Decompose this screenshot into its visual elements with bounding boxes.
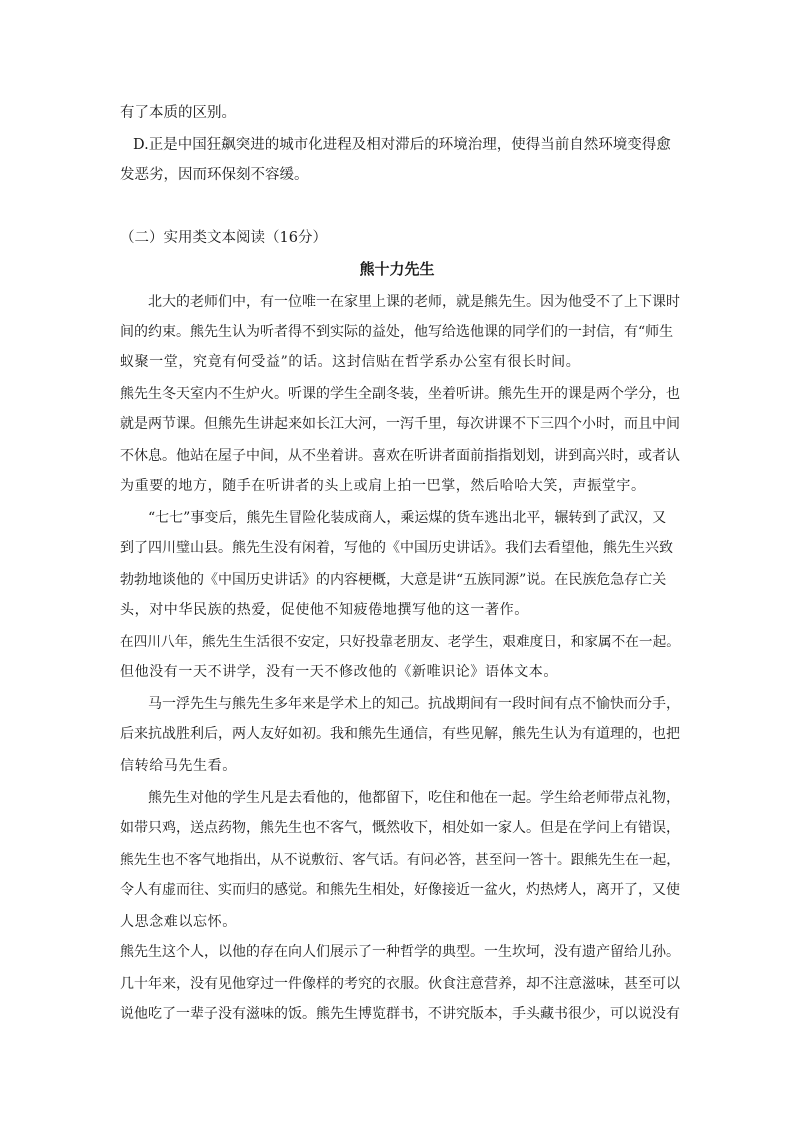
- text-line: 有了本质的区别。: [120, 105, 236, 121]
- paragraph-line: 令人有虚而往、实而归的感觉。和熊先生相处，好像接近一盆火，灼热烤人，离开了，又使: [120, 882, 680, 898]
- article-title: 熊十力先生: [359, 260, 435, 278]
- paragraph-line: 马一浮先生与熊先生多年来是学术上的知己。抗战期间有一段时间有点不愉快而分手，: [148, 696, 680, 712]
- section-heading: （二）实用类文本阅读（16分）: [120, 230, 327, 246]
- paragraph-line: 熊先生也不客气地指出，从不说敷衍、客气话。有问必答，甚至问一答十。跟熊先生在一起，: [120, 852, 680, 868]
- paragraph-line: 但他没有一天不讲学，没有一天不修改他的《新唯识论》语体文本。: [120, 664, 558, 680]
- paragraph-line: 后来抗战胜利后，两人友好如初。我和熊先生通信，有些见解，熊先生认为有道理的，也把: [120, 726, 680, 742]
- paragraph-line: 人思念难以忘怀。: [120, 914, 237, 930]
- option-d-line: D.正是中国狂飙突进的城市化进程及相对滞后的环境治理，使得当前自然环境变得愈: [133, 137, 671, 153]
- paragraph-line: 为重要的地方，随手在听讲者的头上或肩上拍一巴掌，然后哈哈大笑，声振堂宇。: [120, 478, 646, 494]
- text-line: 发恶劣，因而环保刻不容缓。: [120, 167, 309, 183]
- paragraph-line: 熊先生对他的学生凡是去看他的，他都留下，吃住和他在一起。学生给老师带点礼物，: [148, 790, 680, 806]
- paragraph-line: 北大的老师们中，有一位唯一在家里上课的老师，就是熊先生。因为他受不了上下课时: [148, 294, 680, 310]
- paragraph-line: 蚁聚一堂，究竟有何受益”的话。这封信贴在哲学系办公室有很长时间。: [120, 354, 581, 370]
- paragraph-line: 几十年来，没有见他穿过一件像样的考究的衣服。伙食注意营养，却不注意滋味，甚至可以: [120, 976, 680, 992]
- paragraph-line: 如带只鸡，送点药物，熊先生也不客气，慨然收下，相处如一家人。但是在学问上有错误，: [120, 820, 680, 836]
- paragraph-line: 不休息。他站在屋子中间，从不坐着讲。喜欢在听讲者面前指指划划，讲到高兴时，或者认: [120, 448, 680, 464]
- paragraph-line: “七七”事变后，熊先生冒险化装成商人，乘运煤的货车逃出北平，辗转到了武汉，又: [148, 510, 667, 526]
- paragraph-line: 在四川八年，熊先生生活很不安定，只好投靠老朋友、老学生，艰难度日，和家属不在一起。: [120, 634, 680, 650]
- paragraph-line: 就是两节课。但熊先生讲起来如长江大河，一泻千里，每次讲课不下三四个小时，而且中间: [120, 416, 680, 432]
- paragraph-line: 熊先生冬天室内不生炉火。听课的学生全副冬装，坐着听讲。熊先生开的课是两个学分，也: [120, 386, 680, 402]
- paragraph-line: 熊先生这个人，以他的存在向人们展示了一种哲学的典型。一生坎坷，没有遗产留给儿孙。: [120, 944, 680, 960]
- paragraph-line: 勃勃地谈他的《中国历史讲话》的内容梗概，大意是讲“五族同源”说。在民族危急存亡关: [120, 572, 667, 588]
- paragraph-line: 到了四川璧山县。熊先生没有闲着，写他的《中国历史讲话》。我们去看望他，熊先生兴致: [120, 540, 673, 556]
- paragraph-line: 说他吃了一辈子没有滋味的饭。熊先生博览群书，不讲究版本，手头藏书很少，可以说没有: [120, 1006, 680, 1022]
- paragraph-line: 信转给马先生看。: [120, 758, 237, 774]
- paragraph-line: 间的约束。熊先生认为听者得不到实际的益处，他写给选他课的同学们的一封信，有“师生: [120, 324, 674, 340]
- paragraph-line: 头，对中华民族的热爱，促使他不知疲倦地撰写他的这一著作。: [120, 602, 529, 618]
